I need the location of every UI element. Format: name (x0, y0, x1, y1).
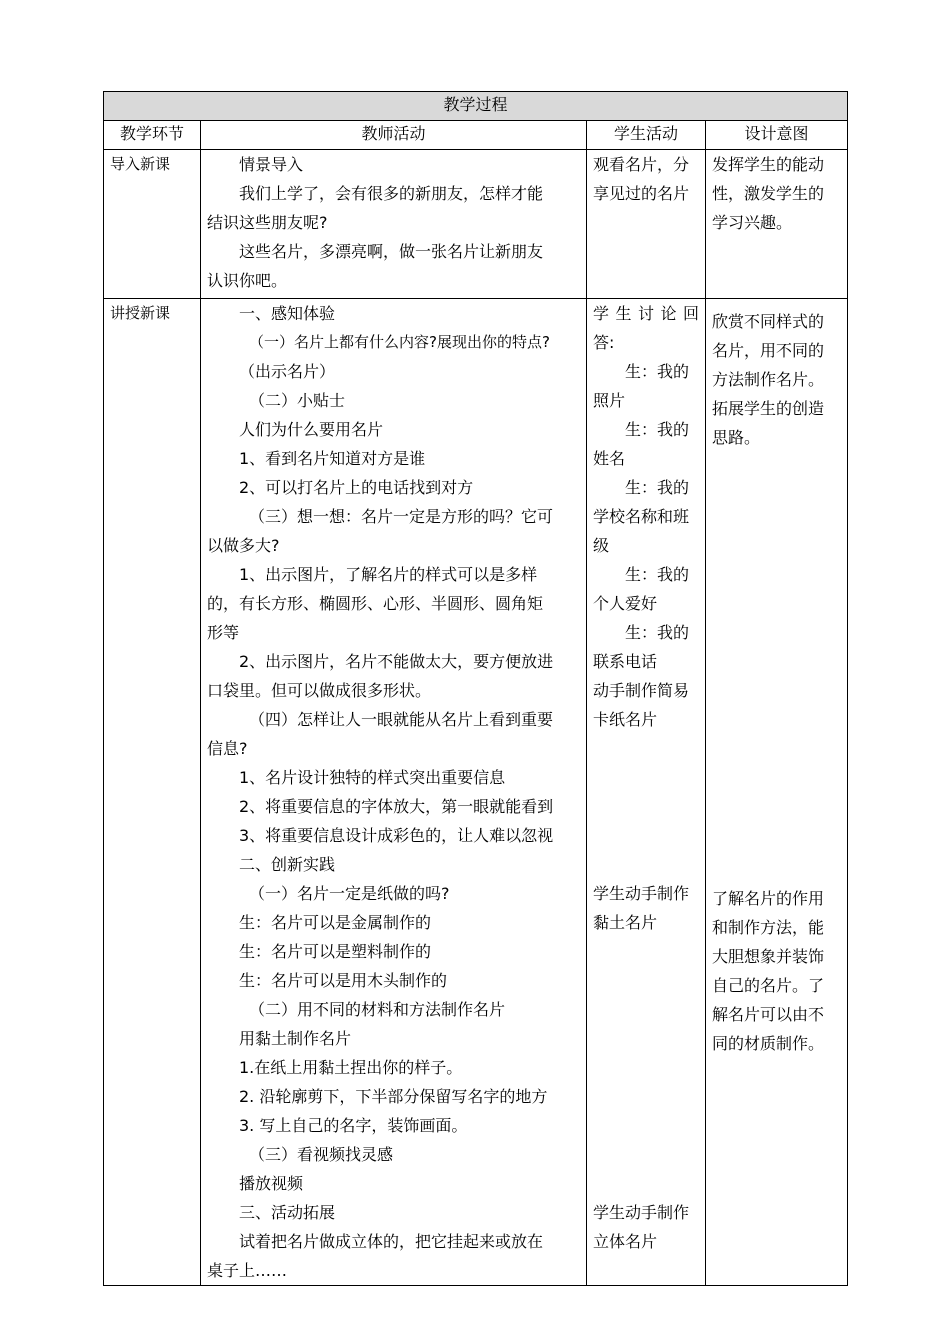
spacer (712, 452, 841, 884)
design-intent-cell (706, 150, 848, 299)
teacher-line: 结识这些朋友呢? (207, 213, 328, 232)
stage-cell (104, 150, 201, 299)
header-teacher-activity: 教师活动 (201, 121, 587, 150)
intent-line: 方法制作名片。 (712, 370, 825, 389)
teacher-line: （四）怎样让人一眼就能从名片上看到重要 (249, 710, 554, 729)
student-line: 生：我的 (625, 623, 690, 642)
header-student-activity: 学生活动 (587, 121, 706, 150)
intent-line: 解名片可以由不 (712, 1005, 825, 1024)
student-line: 卡纸名片 (593, 710, 658, 729)
student-line: 姓名 (593, 449, 626, 468)
teacher-line: （一）名片上都有什么内容?展现出你的特点? (249, 333, 550, 351)
teacher-line: 生：名片可以是塑料制作的 (239, 942, 432, 961)
student-line: 享见过的名片 (593, 184, 690, 203)
intent-line: 性，激发学生的 (712, 184, 825, 203)
intent-line: 了解名片的作用 (712, 889, 825, 908)
teacher-line: 人们为什么要用名片 (239, 420, 384, 439)
intent-line: 思路。 (712, 428, 761, 447)
intent-line: 和制作方法，能 (712, 918, 825, 937)
student-line: 生：我的 (625, 565, 690, 584)
teacher-line: 1.在纸上用黏土捏出你的样子。 (239, 1058, 463, 1077)
teacher-line: 2. 沿轮廓剪下，下半部分保留写名字的地方 (239, 1087, 548, 1106)
table-header-row (104, 121, 848, 150)
teacher-line: （一）名片一定是纸做的吗? (249, 884, 450, 903)
intent-line: 名片，用不同的 (712, 341, 825, 360)
teacher-line: 播放视频 (239, 1174, 304, 1193)
teacher-line: 桌子上…… (207, 1261, 288, 1280)
teacher-line: 认识你吧。 (207, 271, 288, 290)
teacher-line: 形等 (207, 623, 240, 642)
teacher-line: 一、感知体验 (239, 304, 336, 323)
teacher-line: 1、出示图片，了解名片的样式可以是多样 (239, 565, 538, 584)
spacer (593, 937, 699, 1198)
student-line: 观看名片，分 (593, 155, 690, 174)
teacher-line: （二）小贴士 (249, 391, 346, 410)
header-design-intent: 设计意图 (706, 121, 848, 150)
teacher-line: 二、创新实践 (239, 855, 336, 874)
teacher-line: 试着把名片做成立体的，把它挂起来或放在 (239, 1232, 544, 1251)
design-intent-cell (706, 299, 848, 1286)
teacher-line: 情景导入 (239, 155, 304, 174)
stage-cell (104, 299, 201, 1286)
teacher-line: 3、将重要信息设计成彩色的，让人难以忽视 (239, 826, 554, 845)
teacher-line: （三）想一想：名片一定是方形的吗？它可 (249, 507, 554, 526)
teacher-line: 信息? (207, 739, 248, 758)
teacher-line: 三、活动拓展 (239, 1203, 336, 1222)
teaching-process-table (103, 91, 848, 1286)
student-activity-cell (587, 150, 706, 299)
table-row (104, 150, 848, 299)
intent-line: 自己的名片。了 (712, 976, 825, 995)
teacher-line: 以做多大? (207, 536, 280, 555)
student-line: 黏土名片 (593, 913, 658, 932)
teacher-line: 用黏土制作名片 (239, 1029, 352, 1048)
student-line: 答: (593, 333, 615, 352)
table-row (104, 299, 848, 1286)
teacher-activity-cell (201, 150, 587, 299)
stage-label: 讲授新课 (110, 304, 171, 322)
teacher-line: 1、名片设计独特的样式突出重要信息 (239, 768, 506, 787)
intent-line: 拓展学生的创造 (712, 399, 825, 418)
teacher-line: 2、可以打名片上的电话找到对方 (239, 478, 474, 497)
student-line: 学生动手制作 (593, 1203, 690, 1222)
spacer (593, 734, 699, 879)
student-line: 生：我的 (625, 420, 690, 439)
student-line: 学生动手制作 (593, 884, 690, 903)
teacher-line: （三）看视频找灵感 (249, 1145, 394, 1164)
intent-line: 同的材质制作。 (712, 1034, 825, 1053)
teacher-line: 我们上学了，会有很多的新朋友，怎样才能 (239, 184, 544, 203)
teacher-line: （出示名片） (239, 362, 336, 381)
student-activity-cell (587, 299, 706, 1286)
header-stage: 教学环节 (104, 121, 201, 150)
spacer (712, 299, 841, 307)
table-title-row (104, 92, 848, 121)
teacher-line: 生：名片可以是金属制作的 (239, 913, 432, 932)
intent-line: 学习兴趣。 (712, 213, 793, 232)
teacher-line: 的，有长方形、椭圆形、心形、半圆形、圆角矩 (207, 594, 544, 613)
student-line: 学校名称和班 (593, 507, 690, 526)
table-title: 教学过程 (104, 92, 848, 121)
student-line: 联系电话 (593, 652, 658, 671)
teacher-line: 这些名片，多漂亮啊，做一张名片让新朋友 (239, 242, 544, 261)
teacher-line: 2、将重要信息的字体放大，第一眼就能看到 (239, 797, 554, 816)
student-line: 级 (593, 536, 610, 555)
teacher-activity-cell (201, 299, 587, 1286)
student-line: 个人爱好 (593, 594, 658, 613)
student-line: 动手制作简易 (593, 681, 690, 700)
student-line: 生：我的 (625, 478, 690, 497)
stage-label: 导入新课 (110, 155, 171, 173)
intent-line: 欣赏不同样式的 (712, 312, 825, 331)
teacher-line: 2、出示图片，名片不能做太大，要方便放进 (239, 652, 554, 671)
teacher-line: 3. 写上自己的名字，装饰画面。 (239, 1116, 468, 1135)
intent-line: 大胆想象并装饰 (712, 947, 825, 966)
student-line: 立体名片 (593, 1232, 658, 1251)
teacher-line: （二）用不同的材料和方法制作名片 (249, 1000, 506, 1019)
teacher-line: 生：名片可以是用木头制作的 (239, 971, 448, 990)
student-line: 生：我的 (625, 362, 690, 381)
student-line: 照片 (593, 391, 626, 410)
teacher-line: 1、看到名片知道对方是谁 (239, 449, 426, 468)
student-line: 学 生 讨 论 回 (593, 304, 699, 323)
intent-line: 发挥学生的能动 (712, 155, 825, 174)
teacher-line: 口袋里。但可以做成很多形状。 (207, 681, 432, 700)
